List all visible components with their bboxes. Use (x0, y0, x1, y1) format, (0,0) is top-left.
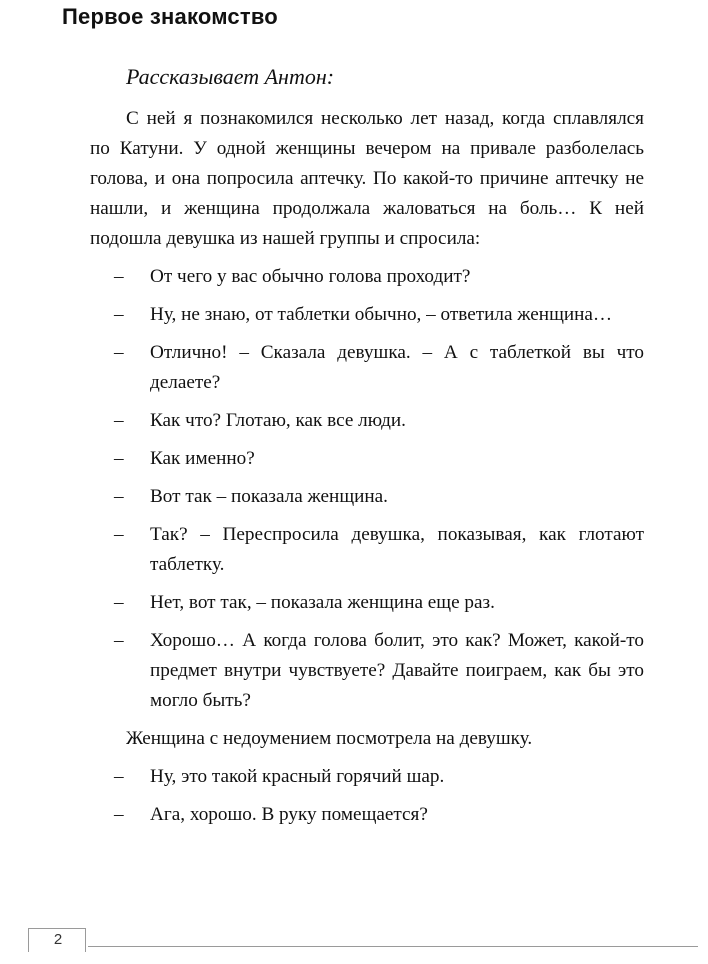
dialogue-dash: – (114, 304, 124, 325)
dialogue-text: Как именно? (150, 448, 255, 469)
intro-paragraph: С ней я познакомился несколько лет назад, когда сплавлялся по Катуни. У одной женщины вечером на привале разболелась голова, и она попросила аптечку. По какой-то причине аптечку не нашли, и женщина продолжала жаловаться на боль… К ней подошла девушка из нашей группы и спросила: (90, 108, 644, 249)
dialogue-dash: – (114, 804, 124, 825)
narration-line: Женщина с недоумением посмотрела на девушку. (126, 728, 533, 749)
dialogue-text: Отлично! – Сказала девушка. – А с таблеткой вы что делаете? (150, 342, 644, 393)
dialogue-line (90, 482, 644, 512)
narrator-line: Рассказывает Антон: (126, 64, 335, 89)
dialogue-text: Ну, это такой красный горячий шар. (150, 766, 445, 787)
dialogue-text: Так? – Переспросила девушка, показывая, как глотают таблетку. (150, 524, 644, 575)
dialogue-line (90, 444, 644, 474)
page-number-box (28, 928, 86, 952)
dialogue-line (90, 800, 644, 830)
dialogue-text: Ага, хорошо. В руку помещается? (150, 804, 428, 825)
dialogue-line (90, 626, 644, 716)
body-text (90, 104, 644, 830)
dialogue-line (90, 338, 644, 398)
footer-rule (88, 946, 698, 947)
dialogue-text: От чего у вас обычно голова проходит? (150, 266, 471, 287)
dialogue-line (90, 762, 644, 792)
dialogue-text: Вот так – показала женщина. (150, 486, 388, 507)
dialogue-line (90, 262, 644, 292)
dialogue-dash: – (114, 448, 124, 469)
dialogue-dash: – (114, 410, 124, 431)
dialogue-dash: – (114, 266, 124, 287)
dialogue-line (90, 520, 644, 580)
dialogue-dash: – (114, 524, 124, 545)
dialogue-dash: – (114, 592, 124, 613)
dialogue-text: Нет, вот так, – показала женщина еще раз. (150, 592, 495, 613)
section-heading: Первое знакомство (62, 4, 278, 29)
dialogue-line (90, 300, 644, 330)
page-number: 2 (53, 931, 63, 948)
dialogue-line (90, 406, 644, 436)
dialogue-dash: – (114, 630, 124, 651)
dialogue-text: Ну, не знаю, от таблетки обычно, – ответила женщина… (150, 304, 613, 325)
dialogue-dash: – (114, 486, 124, 507)
dialogue-line (90, 588, 644, 618)
dialogue-dash: – (114, 342, 124, 363)
dialogue-text: Как что? Глотаю, как все люди. (150, 410, 406, 431)
dialogue-text: Хорошо… А когда голова болит, это как? Может, какой-то предмет внутри чувствуете? Давайте поиграем, как бы это могло быть? (150, 630, 644, 711)
dialogue-dash: – (114, 766, 124, 787)
